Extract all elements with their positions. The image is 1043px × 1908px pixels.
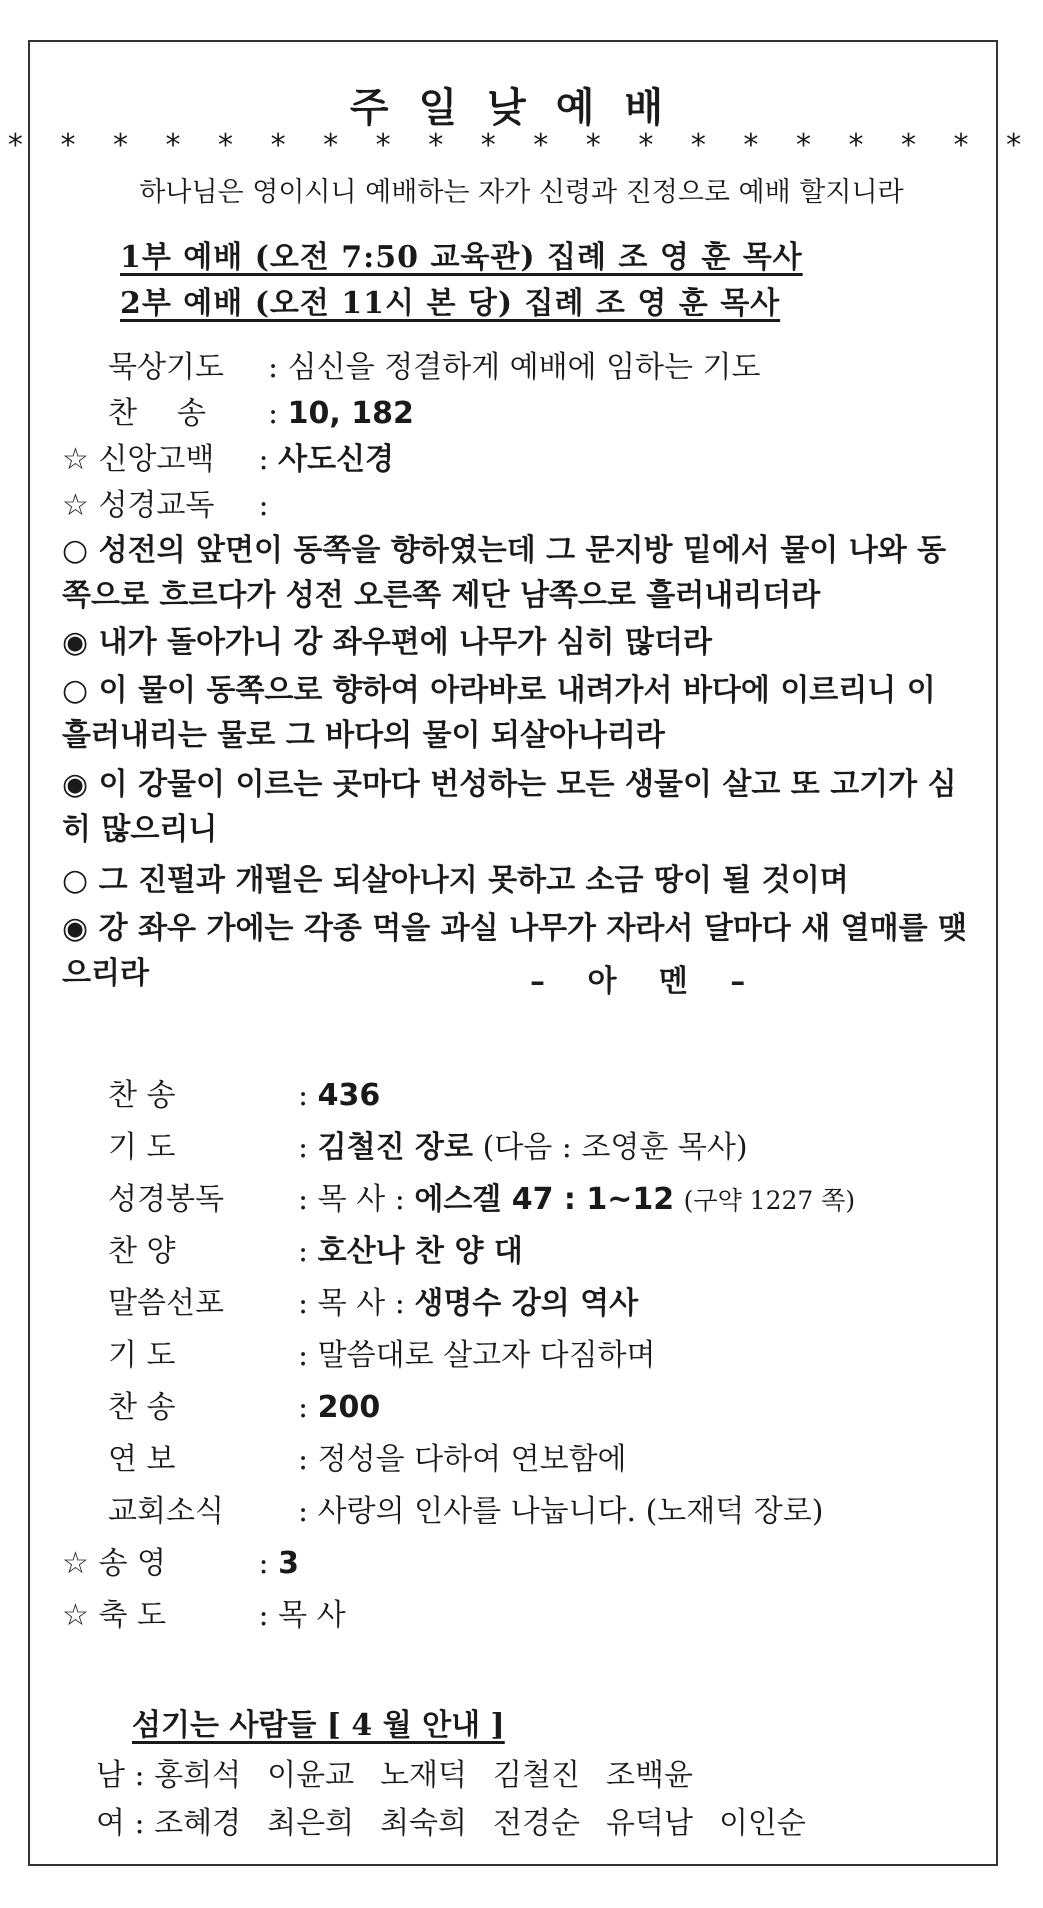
hymn2-value: 200 xyxy=(317,1390,381,1425)
hymn-row: 찬 송 : 436 xyxy=(108,1070,380,1114)
doxology-label: 송 영 xyxy=(98,1546,166,1581)
reading-line xyxy=(62,620,967,665)
leader-mark: ○ xyxy=(62,673,89,708)
star-divider: * * * * * * * * * * * * * * * * * * * * xyxy=(7,128,1036,163)
choir-label: 찬 양 xyxy=(108,1234,176,1269)
usher-name: 홍희석 xyxy=(154,1758,242,1793)
usher-name: 조백윤 xyxy=(605,1758,693,1793)
usher-name: 최숙희 xyxy=(380,1806,468,1841)
reading-text: 강 좌우 가에는 각종 먹을 과실 나무가 자라서 달마다 새 열매를 맺으리라 xyxy=(62,911,968,991)
sermon-title: 생명수 강의 역사 xyxy=(414,1286,639,1321)
creed-row: ☆ 신앙고백 : 사도신경 xyxy=(62,434,394,478)
sermon-row: 말씀선포 : 목 사 : 생명수 강의 역사 xyxy=(108,1278,638,1322)
doxology-row: ☆ 송 영 : 3 xyxy=(62,1538,299,1582)
motto: 하나님은 영이시니 예배하는 자가 신령과 진정으로 예배 할지니라 xyxy=(139,177,904,208)
service-2: 2부 예배 (오전 11시 본 당) 집례 조 영 훈 목사 xyxy=(120,286,781,321)
usher-name: 이인순 xyxy=(718,1806,806,1841)
people-mark: ◉ xyxy=(62,767,89,802)
usher-name: 전경순 xyxy=(493,1806,580,1841)
star-mark: ☆ xyxy=(62,442,89,477)
news-label: 교회소식 xyxy=(108,1494,224,1529)
prayer-leader: 김철진 장로 xyxy=(317,1130,474,1165)
reading-row: ☆ 성경교독 : xyxy=(62,480,269,524)
benediction-label: 축 도 xyxy=(98,1598,166,1633)
choir-name: 호산나 찬 양 대 xyxy=(317,1234,523,1269)
hymn-value: 436 xyxy=(317,1078,381,1113)
prayer-note: (다음 : 조영훈 목사) xyxy=(482,1130,748,1165)
scripture-label: 성경봉독 xyxy=(108,1182,224,1217)
silent-prayer-value: 심신을 정결하게 예배에 임하는 기도 xyxy=(287,350,761,385)
scripture-row: 성경봉독 : 목 사 : 에스겔 47 : 1~12 (구약 1227 쪽) xyxy=(108,1174,855,1218)
creed-value: 사도신경 xyxy=(278,442,395,477)
offering-label: 연 보 xyxy=(108,1442,176,1477)
leader-mark: ○ xyxy=(62,863,89,898)
men-label: 남 : xyxy=(96,1758,145,1793)
offering-value: 정성을 다하여 연보함에 xyxy=(317,1442,627,1477)
reading-line xyxy=(62,858,967,903)
amen: – 아 멘 – xyxy=(530,964,762,999)
scripture-passage: 에스겔 47 : 1~12 xyxy=(414,1182,675,1217)
sermon-preacher: 목 사 : xyxy=(317,1286,405,1321)
prayer2-value: 말씀대로 살고자 다짐하며 xyxy=(317,1338,656,1373)
offering-row: 연 보 : 정성을 다하여 연보함에 xyxy=(108,1434,627,1478)
reading-text: 성전의 앞면이 동쪽을 향하였는데 그 문지방 밑에서 물이 나와 동쪽으로 흐르다가 성전 오른쪽 제단 남쪽으로 흘러내리더라 xyxy=(62,533,947,613)
sermon-label: 말씀선포 xyxy=(108,1286,224,1321)
service-1: 1부 예배 (오전 7:50 교육관) 집례 조 영 훈 목사 xyxy=(120,240,803,275)
doxology-value: 3 xyxy=(278,1546,299,1581)
usher-name: 조혜경 xyxy=(154,1806,242,1841)
usher-name: 이윤교 xyxy=(267,1758,355,1793)
reading-line xyxy=(62,668,967,758)
news-row: 교회소식 : 사랑의 인사를 나눕니다. (노재덕 장로) xyxy=(108,1486,823,1530)
people-mark: ◉ xyxy=(62,911,89,946)
usher-name: 유덕남 xyxy=(605,1806,693,1841)
news-value: 사랑의 인사를 나눕니다. (노재덕 장로) xyxy=(317,1494,824,1529)
reading-text: 그 진펄과 개펄은 되살아나지 못하고 소금 땅이 될 것이며 xyxy=(98,863,849,898)
silent-prayer-row: 묵상기도 : 심신을 정결하게 예배에 임하는 기도 xyxy=(108,342,761,386)
women-label: 여 : xyxy=(96,1806,145,1841)
ushers-men xyxy=(96,1750,719,1794)
opening-hymn-label: 찬송 xyxy=(108,396,246,431)
usher-name: 노재덕 xyxy=(380,1758,468,1793)
prayer2-label: 기 도 xyxy=(108,1338,176,1373)
benediction-value: 목 사 xyxy=(278,1598,346,1633)
star-mark: ☆ xyxy=(62,488,89,523)
leader-mark: ○ xyxy=(62,533,89,568)
star-mark: ☆ xyxy=(62,1546,89,1581)
benediction-row: ☆ 축 도 : 목 사 xyxy=(62,1590,346,1634)
star-mark: ☆ xyxy=(62,1598,89,1633)
reading-line xyxy=(62,762,967,852)
ushers-heading: 섬기는 사람들 [ 4 월 안내 ] xyxy=(132,1708,505,1743)
opening-hymn-value: 10, 182 xyxy=(287,396,414,431)
usher-name: 김철진 xyxy=(493,1758,580,1793)
ushers-women xyxy=(96,1798,832,1842)
scripture-page: (구약 1227 쪽) xyxy=(683,1186,856,1215)
creed-label: 신앙고백 xyxy=(98,442,215,477)
scripture-reader: 목 사 : xyxy=(317,1182,405,1217)
people-mark: ◉ xyxy=(62,625,89,660)
prayer-row: 기 도 : 김철진 장로 (다음 : 조영훈 목사) xyxy=(108,1122,748,1166)
hymn2-row: 찬 송 : 200 xyxy=(108,1382,380,1426)
choir-row: 찬 양 : 호산나 찬 양 대 xyxy=(108,1226,523,1270)
silent-prayer-label: 묵상기도 xyxy=(108,350,224,385)
reading-text: 이 물이 동쪽으로 향하여 아라바로 내려가서 바다에 이르리니 이 흘러내리는 물로 그 바다의 물이 되살아나리라 xyxy=(62,673,936,753)
opening-hymn-row: 찬송 : 10, 182 xyxy=(108,388,414,432)
hymn2-label: 찬 송 xyxy=(108,1390,176,1425)
page-title: 주일낮예배 xyxy=(349,84,694,131)
prayer2-row: 기 도 : 말씀대로 살고자 다짐하며 xyxy=(108,1330,656,1374)
reading-line xyxy=(62,528,967,618)
reading-text: 이 강물이 이르는 곳마다 번성하는 모든 생물이 살고 또 고기가 심히 많으리니 xyxy=(62,767,957,847)
usher-name: 최은희 xyxy=(267,1806,355,1841)
hymn-label: 찬 송 xyxy=(108,1078,176,1113)
reading-text: 내가 돌아가니 강 좌우편에 나무가 심히 많더라 xyxy=(98,625,712,660)
reading-label: 성경교독 xyxy=(98,488,215,523)
prayer-label: 기 도 xyxy=(108,1130,176,1165)
reading-line xyxy=(62,906,967,996)
